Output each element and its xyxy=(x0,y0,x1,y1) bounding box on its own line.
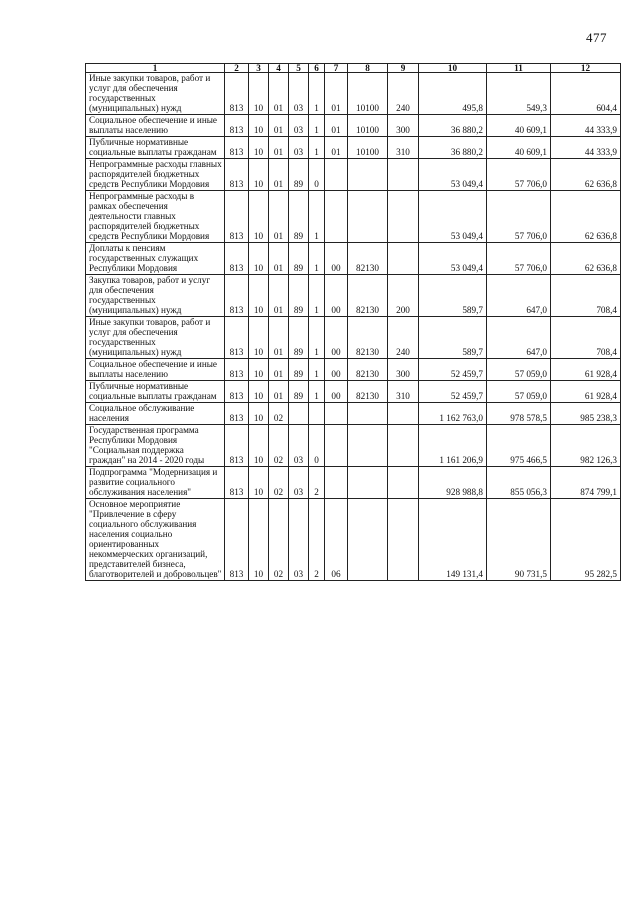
cell-code-9 xyxy=(388,499,419,581)
column-header-8: 8 xyxy=(348,64,388,73)
cell-amount-10: 589,7 xyxy=(419,317,487,359)
cell-code-2: 813 xyxy=(225,359,249,381)
cell-amount-11: 40 609,1 xyxy=(487,115,551,137)
cell-code-4: 01 xyxy=(269,275,289,317)
cell-code-5: 03 xyxy=(289,425,309,467)
cell-code-5: 03 xyxy=(289,137,309,159)
cell-code-2: 813 xyxy=(225,137,249,159)
cell-code-2: 813 xyxy=(225,275,249,317)
cell-item-name: Непрограммные расходы главных распорядителей бюджетных средств Республики Мордовия xyxy=(86,159,225,191)
cell-code-6: 1 xyxy=(309,191,325,243)
column-header-10: 10 xyxy=(419,64,487,73)
cell-amount-10: 52 459,7 xyxy=(419,381,487,403)
cell-code-9 xyxy=(388,425,419,467)
cell-code-2: 813 xyxy=(225,159,249,191)
cell-code-8 xyxy=(348,499,388,581)
table-row xyxy=(86,403,621,425)
cell-item-name: Непрограммные расходы в рамках обеспечения деятельности главных распорядителей бюджетных средств Республики Мордовия xyxy=(86,191,225,243)
cell-code-7: 00 xyxy=(325,381,348,403)
column-header-2: 2 xyxy=(225,64,249,73)
cell-code-7: 00 xyxy=(325,359,348,381)
cell-code-4: 02 xyxy=(269,425,289,467)
cell-code-9: 310 xyxy=(388,381,419,403)
cell-code-8: 10100 xyxy=(348,73,388,115)
cell-code-8: 10100 xyxy=(348,115,388,137)
cell-code-3: 10 xyxy=(249,499,269,581)
cell-amount-11: 975 466,5 xyxy=(487,425,551,467)
cell-code-7 xyxy=(325,403,348,425)
column-header-1: 1 xyxy=(86,64,225,73)
cell-amount-12: 708,4 xyxy=(551,317,621,359)
cell-code-6: 1 xyxy=(309,275,325,317)
cell-code-2: 813 xyxy=(225,403,249,425)
column-header-12: 12 xyxy=(551,64,621,73)
cell-amount-12: 982 126,3 xyxy=(551,425,621,467)
cell-code-4: 01 xyxy=(269,243,289,275)
cell-code-2: 813 xyxy=(225,243,249,275)
cell-code-2: 813 xyxy=(225,467,249,499)
cell-code-5: 89 xyxy=(289,243,309,275)
cell-amount-10: 1 162 763,0 xyxy=(419,403,487,425)
cell-item-name: Социальное обеспечение и иные выплаты населению xyxy=(86,359,225,381)
cell-item-name: Иные закупки товаров, работ и услуг для обеспечения государственных (муниципальных) нужд xyxy=(86,317,225,359)
cell-code-9: 300 xyxy=(388,359,419,381)
cell-amount-10: 53 049,4 xyxy=(419,243,487,275)
cell-code-6: 1 xyxy=(309,243,325,275)
cell-amount-12: 604,4 xyxy=(551,73,621,115)
table-row xyxy=(86,73,621,115)
cell-amount-11: 57 706,0 xyxy=(487,159,551,191)
cell-amount-12: 985 238,3 xyxy=(551,403,621,425)
cell-code-5: 03 xyxy=(289,499,309,581)
cell-code-2: 813 xyxy=(225,73,249,115)
page-number: 477 xyxy=(586,30,607,45)
cell-code-8 xyxy=(348,403,388,425)
column-header-4: 4 xyxy=(269,64,289,73)
cell-amount-12: 708,4 xyxy=(551,275,621,317)
table-row xyxy=(86,425,621,467)
cell-code-4: 01 xyxy=(269,317,289,359)
cell-code-7: 01 xyxy=(325,73,348,115)
cell-code-2: 813 xyxy=(225,191,249,243)
cell-code-3: 10 xyxy=(249,191,269,243)
cell-code-5: 03 xyxy=(289,467,309,499)
cell-code-8: 82130 xyxy=(348,275,388,317)
table-body xyxy=(86,73,621,581)
cell-code-5 xyxy=(289,403,309,425)
cell-code-4: 02 xyxy=(269,499,289,581)
cell-code-5: 89 xyxy=(289,381,309,403)
cell-amount-11: 978 578,5 xyxy=(487,403,551,425)
table-row xyxy=(86,467,621,499)
cell-code-5: 89 xyxy=(289,191,309,243)
cell-amount-12: 61 928,4 xyxy=(551,359,621,381)
cell-code-7 xyxy=(325,425,348,467)
cell-amount-12: 44 333,9 xyxy=(551,137,621,159)
cell-code-7: 00 xyxy=(325,275,348,317)
cell-item-name: Основное мероприятие "Привлечение в сферу социального обслуживания населения социально ориентированных некоммерческих организаций, представителей бизнеса, благотворителей и добровольцев" xyxy=(86,499,225,581)
cell-code-6 xyxy=(309,403,325,425)
cell-item-name: Доплаты к пенсиям государственных служащих Республики Мордовия xyxy=(86,243,225,275)
cell-code-8: 82130 xyxy=(348,317,388,359)
cell-code-9 xyxy=(388,403,419,425)
table-row xyxy=(86,159,621,191)
cell-code-5: 89 xyxy=(289,317,309,359)
cell-item-name: Государственная программа Республики Мордовия "Социальная поддержка граждан" на 2014 - 2020 годы xyxy=(86,425,225,467)
cell-amount-11: 549,3 xyxy=(487,73,551,115)
cell-code-3: 10 xyxy=(249,381,269,403)
cell-amount-10: 589,7 xyxy=(419,275,487,317)
cell-code-8: 10100 xyxy=(348,137,388,159)
cell-amount-12: 62 636,8 xyxy=(551,243,621,275)
cell-code-9: 240 xyxy=(388,317,419,359)
cell-amount-11: 647,0 xyxy=(487,317,551,359)
cell-code-5: 89 xyxy=(289,159,309,191)
cell-code-3: 10 xyxy=(249,137,269,159)
header-row xyxy=(86,64,621,73)
cell-code-8 xyxy=(348,467,388,499)
cell-code-5: 03 xyxy=(289,115,309,137)
cell-item-name: Социальное обслуживание населения xyxy=(86,403,225,425)
cell-code-4: 01 xyxy=(269,381,289,403)
cell-code-9: 310 xyxy=(388,137,419,159)
cell-code-7: 01 xyxy=(325,137,348,159)
table-row xyxy=(86,275,621,317)
cell-amount-10: 53 049,4 xyxy=(419,159,487,191)
cell-amount-10: 1 161 206,9 xyxy=(419,425,487,467)
cell-code-4: 01 xyxy=(269,359,289,381)
cell-item-name: Подпрограмма "Модернизация и развитие социального обслуживания населения" xyxy=(86,467,225,499)
cell-code-2: 813 xyxy=(225,499,249,581)
table-row xyxy=(86,317,621,359)
cell-code-7 xyxy=(325,467,348,499)
column-header-6: 6 xyxy=(309,64,325,73)
cell-code-4: 01 xyxy=(269,159,289,191)
cell-code-8 xyxy=(348,191,388,243)
column-header-9: 9 xyxy=(388,64,419,73)
cell-code-3: 10 xyxy=(249,467,269,499)
cell-code-9: 300 xyxy=(388,115,419,137)
table-row xyxy=(86,115,621,137)
table-row xyxy=(86,381,621,403)
cell-code-9: 200 xyxy=(388,275,419,317)
table-header xyxy=(86,64,621,73)
cell-amount-10: 52 459,7 xyxy=(419,359,487,381)
cell-code-3: 10 xyxy=(249,317,269,359)
cell-amount-12: 95 282,5 xyxy=(551,499,621,581)
cell-code-7: 00 xyxy=(325,243,348,275)
cell-code-6: 0 xyxy=(309,425,325,467)
cell-code-2: 813 xyxy=(225,381,249,403)
cell-amount-11: 57 059,0 xyxy=(487,381,551,403)
cell-code-5: 89 xyxy=(289,275,309,317)
cell-code-9 xyxy=(388,243,419,275)
cell-code-2: 813 xyxy=(225,115,249,137)
column-header-11: 11 xyxy=(487,64,551,73)
cell-code-4: 01 xyxy=(269,137,289,159)
cell-amount-12: 62 636,8 xyxy=(551,191,621,243)
cell-code-6: 1 xyxy=(309,359,325,381)
cell-amount-10: 149 131,4 xyxy=(419,499,487,581)
cell-amount-10: 36 880,2 xyxy=(419,115,487,137)
cell-code-6: 0 xyxy=(309,159,325,191)
table-row xyxy=(86,359,621,381)
column-header-5: 5 xyxy=(289,64,309,73)
cell-code-8 xyxy=(348,159,388,191)
cell-item-name: Публичные нормативные социальные выплаты гражданам xyxy=(86,137,225,159)
cell-code-8: 82130 xyxy=(348,381,388,403)
cell-code-3: 10 xyxy=(249,425,269,467)
cell-amount-11: 40 609,1 xyxy=(487,137,551,159)
column-header-3: 3 xyxy=(249,64,269,73)
cell-code-4: 02 xyxy=(269,467,289,499)
cell-item-name: Социальное обеспечение и иные выплаты населению xyxy=(86,115,225,137)
cell-code-9: 240 xyxy=(388,73,419,115)
cell-amount-11: 57 706,0 xyxy=(487,191,551,243)
cell-code-8 xyxy=(348,425,388,467)
table-row xyxy=(86,191,621,243)
cell-code-7 xyxy=(325,191,348,243)
cell-amount-11: 57 059,0 xyxy=(487,359,551,381)
cell-code-2: 813 xyxy=(225,425,249,467)
cell-code-3: 10 xyxy=(249,159,269,191)
cell-amount-12: 874 799,1 xyxy=(551,467,621,499)
cell-code-4: 01 xyxy=(269,73,289,115)
cell-code-7: 01 xyxy=(325,115,348,137)
table-row xyxy=(86,243,621,275)
cell-code-7 xyxy=(325,159,348,191)
cell-code-6: 2 xyxy=(309,467,325,499)
cell-amount-11: 57 706,0 xyxy=(487,243,551,275)
cell-code-4: 02 xyxy=(269,403,289,425)
cell-amount-12: 61 928,4 xyxy=(551,381,621,403)
cell-code-9 xyxy=(388,467,419,499)
cell-code-6: 1 xyxy=(309,115,325,137)
cell-code-3: 10 xyxy=(249,73,269,115)
cell-code-4: 01 xyxy=(269,191,289,243)
cell-amount-10: 495,8 xyxy=(419,73,487,115)
cell-code-6: 1 xyxy=(309,73,325,115)
cell-amount-10: 53 049,4 xyxy=(419,191,487,243)
cell-code-3: 10 xyxy=(249,359,269,381)
cell-code-8: 82130 xyxy=(348,359,388,381)
cell-code-5: 89 xyxy=(289,359,309,381)
cell-amount-10: 928 988,8 xyxy=(419,467,487,499)
cell-code-3: 10 xyxy=(249,403,269,425)
cell-code-3: 10 xyxy=(249,115,269,137)
cell-item-name: Публичные нормативные социальные выплаты гражданам xyxy=(86,381,225,403)
cell-amount-11: 90 731,5 xyxy=(487,499,551,581)
cell-amount-11: 855 056,3 xyxy=(487,467,551,499)
cell-code-7: 06 xyxy=(325,499,348,581)
cell-code-6: 1 xyxy=(309,317,325,359)
cell-code-8: 82130 xyxy=(348,243,388,275)
cell-item-name: Иные закупки товаров, работ и услуг для обеспечения государственных (муниципальных) нужд xyxy=(86,73,225,115)
cell-amount-12: 62 636,8 xyxy=(551,159,621,191)
budget-table xyxy=(85,63,621,581)
cell-code-9 xyxy=(388,191,419,243)
cell-code-6: 2 xyxy=(309,499,325,581)
cell-amount-11: 647,0 xyxy=(487,275,551,317)
cell-amount-10: 36 880,2 xyxy=(419,137,487,159)
column-header-7: 7 xyxy=(325,64,348,73)
table-row xyxy=(86,137,621,159)
cell-amount-12: 44 333,9 xyxy=(551,115,621,137)
table-row xyxy=(86,499,621,581)
cell-code-9 xyxy=(388,159,419,191)
cell-code-7: 00 xyxy=(325,317,348,359)
cell-code-2: 813 xyxy=(225,317,249,359)
cell-code-5: 03 xyxy=(289,73,309,115)
cell-item-name: Закупка товаров, работ и услуг для обеспечения государственных (муниципальных) нужд xyxy=(86,275,225,317)
cell-code-3: 10 xyxy=(249,243,269,275)
cell-code-3: 10 xyxy=(249,275,269,317)
cell-code-6: 1 xyxy=(309,137,325,159)
cell-code-4: 01 xyxy=(269,115,289,137)
cell-code-6: 1 xyxy=(309,381,325,403)
